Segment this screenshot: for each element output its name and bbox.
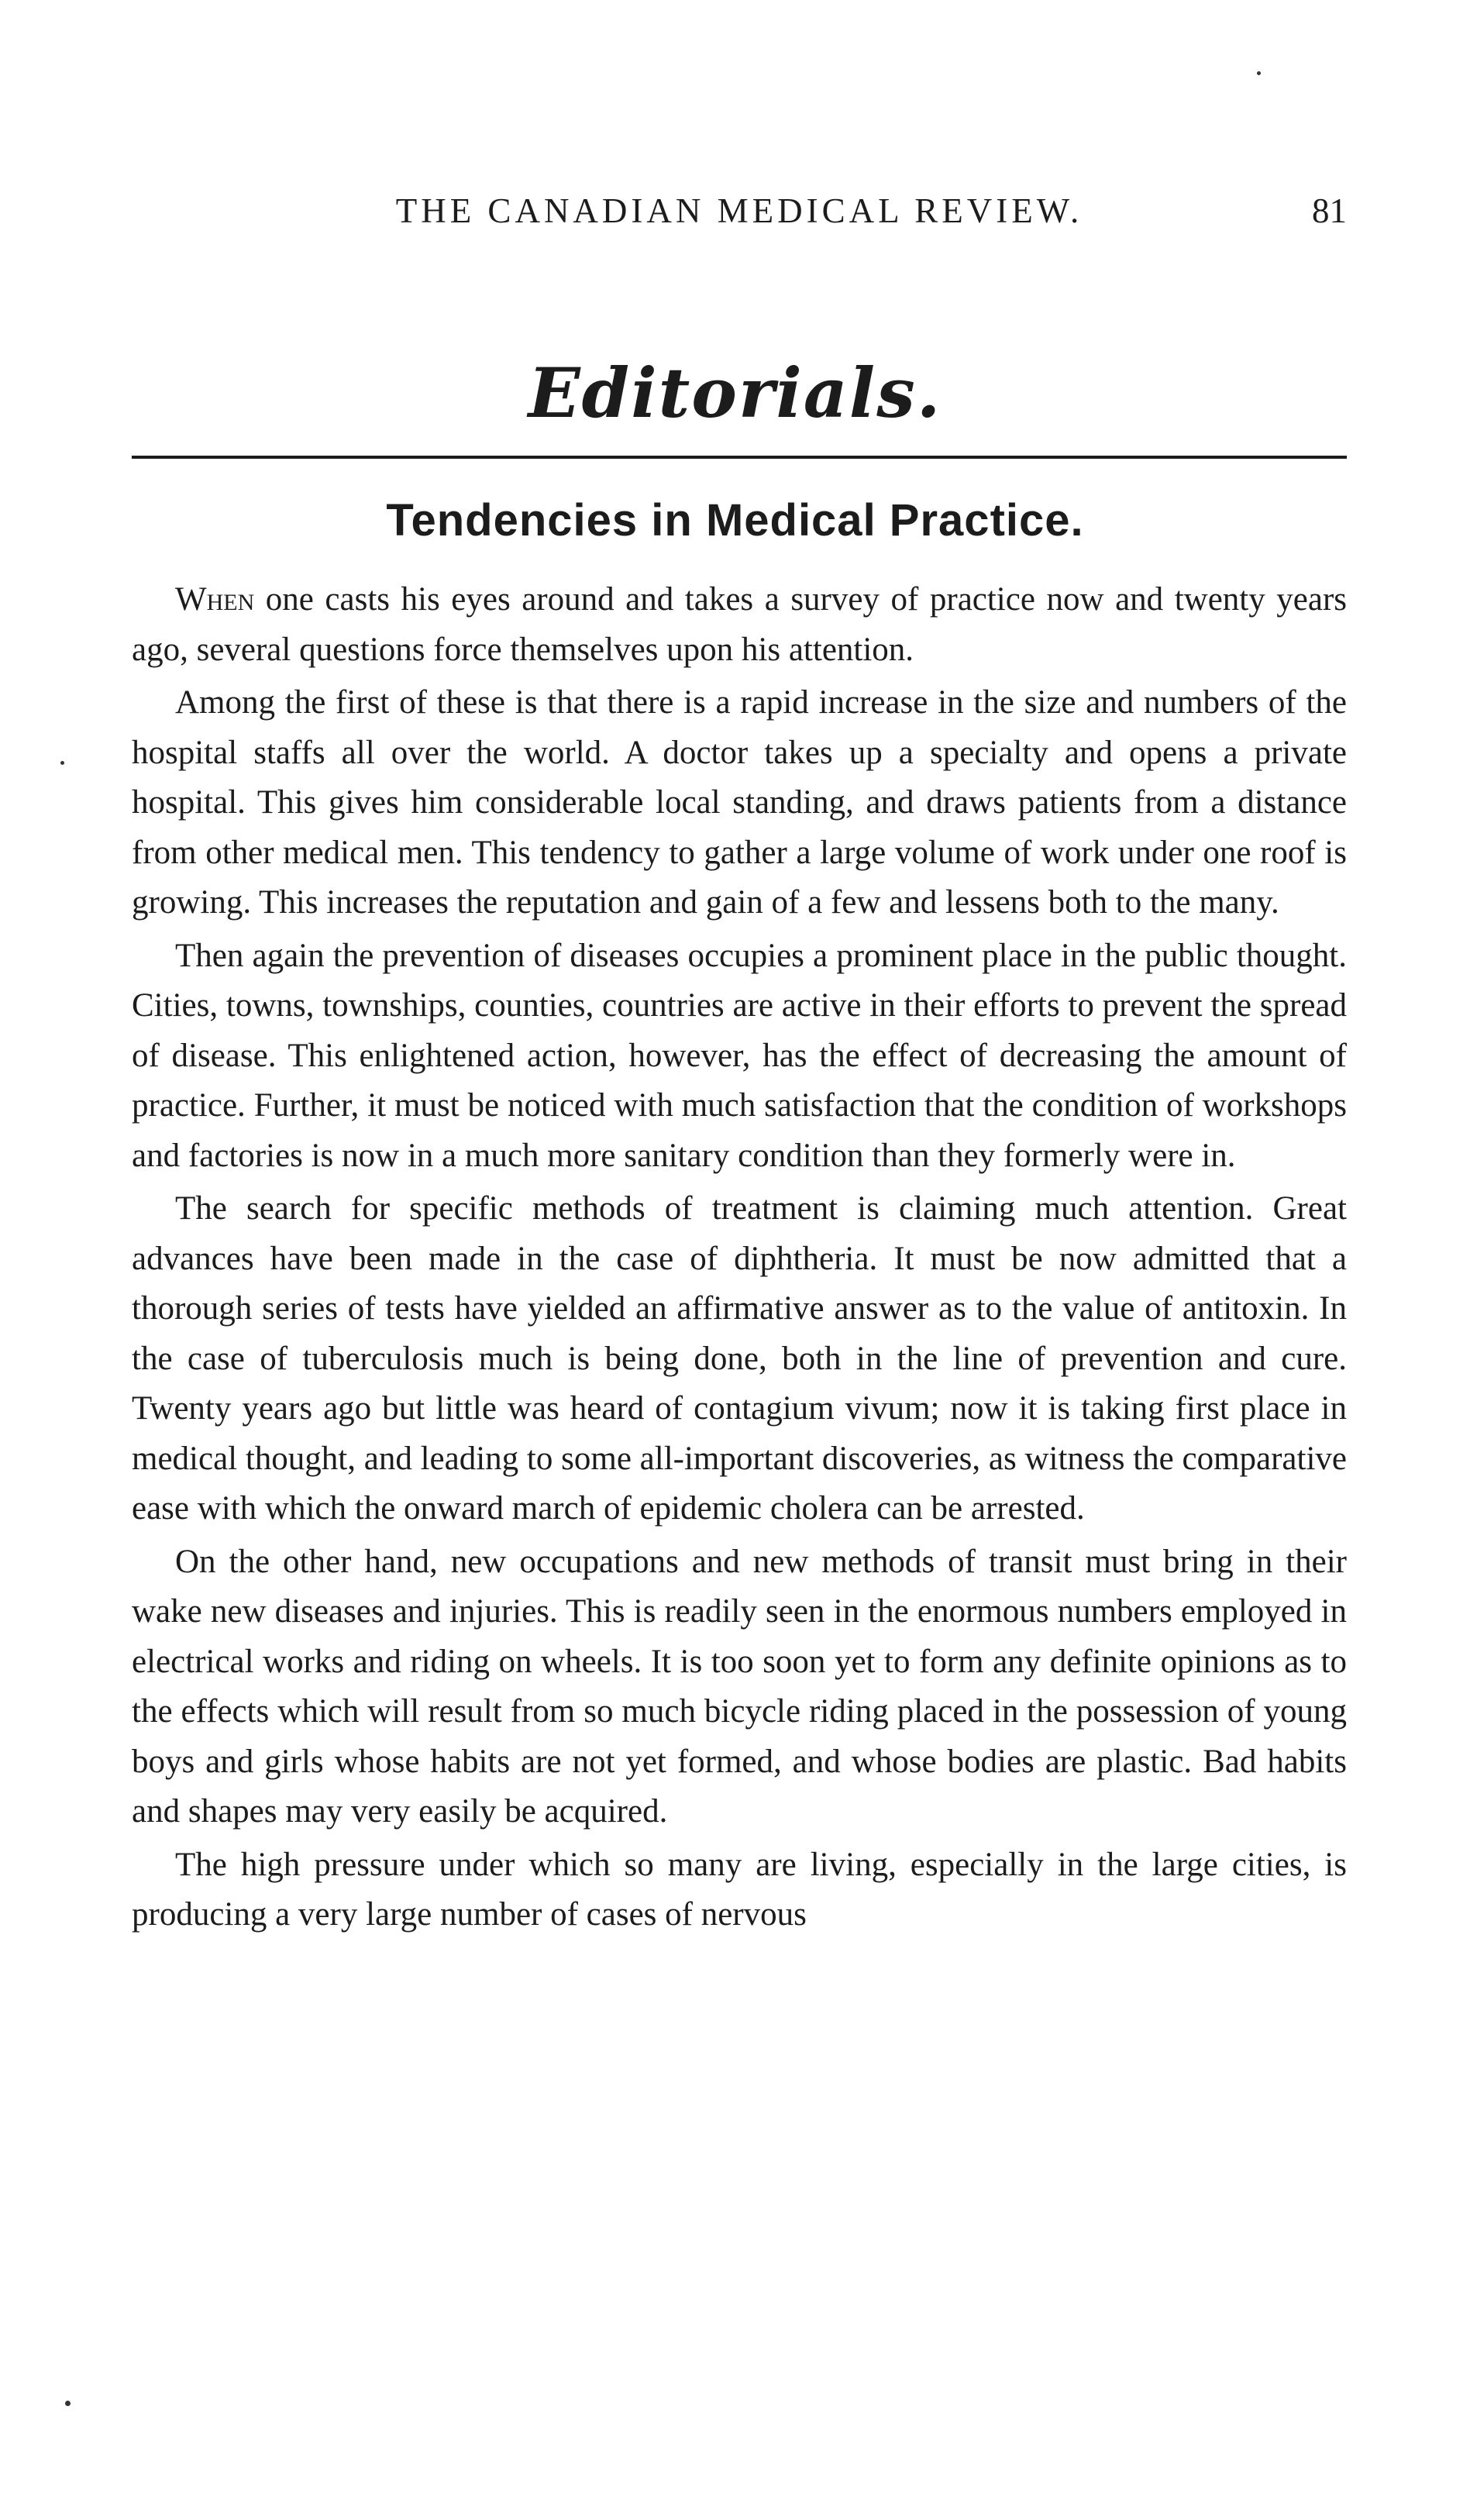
page-number: 81 <box>1312 191 1347 230</box>
running-head <box>132 188 1347 234</box>
paragraph-6: The high pressure under which so many are living, especially in the large cities, is producing a very large number of cases of nervous <box>132 1846 1347 1933</box>
paragraph-3: Then again the prevention of diseases occupies a prominent place in the public thought. Cities, towns, townships, counties, countries are active in their efforts to prevent the spread of disease. This enlightened action, however, has the effect of decreasing the amount of practice. Further, it must be noticed with much satisfaction that the condition of workshops and factories is now in a much more sanitary condition than they formerly were in. <box>132 937 1347 1174</box>
section-heading: Editorials. <box>528 353 942 433</box>
paragraph-4: The search for specific methods of treatment is claiming much attention. Great advances have been made in the case of diphtheria. It must be now admitted that a thorough series of tests have yielded an affirmative answer as to the value of antitoxin. In the case of tuberculosis much is being done, both in the line of prevention and cure. Twenty years ago but little was heard of contagium vivum; now it is taking first place in medical thought, and leading to some all-important discoveries, as witness the comparative ease with which the onward march of epidemic cholera can be arrested. <box>132 1190 1347 1527</box>
print-speck <box>60 761 64 765</box>
journal-title: THE CANADIAN MEDICAL REVIEW. <box>395 191 1083 230</box>
paragraph-5: On the other hand, new occupations and new methods of transit must bring in their wake new diseases and injuries. This is readily seen in the enormous numbers employed in electrical works and riding on wheels. It is too soon yet to form any definite opinions as to the effects which will result from so much bicycle riding placed in the possession of young boys and girls whose habits are not yet formed, and whose bodies are plastic. Bad habits and shapes may very easily be acquired. <box>132 1543 1347 1830</box>
paragraph-1 <box>132 575 1347 675</box>
article-body <box>132 575 1347 1943</box>
print-speck <box>1257 71 1261 75</box>
drop-word: When <box>175 581 255 618</box>
print-speck <box>65 2401 71 2406</box>
paragraph-2: Among the first of these is that there is a rapid increase in the size and numbers of the hospital staffs all over the world. A doctor takes up a specialty and opens a private hospital. This gives him considerable local standing, and draws patients from a distance from other medical men. This tendency to gather a large volume of work under one roof is growing. This increases the reputation and gain of a few and lessens both to the many. <box>132 684 1347 921</box>
article-title: Tendencies in Medical Practice. <box>386 495 1084 546</box>
paragraph-1-text: one casts his eyes around and takes a survey of practice now and twenty years ago, several questions force themselves upon his attention. <box>132 581 1347 668</box>
horizontal-rule <box>132 456 1347 459</box>
